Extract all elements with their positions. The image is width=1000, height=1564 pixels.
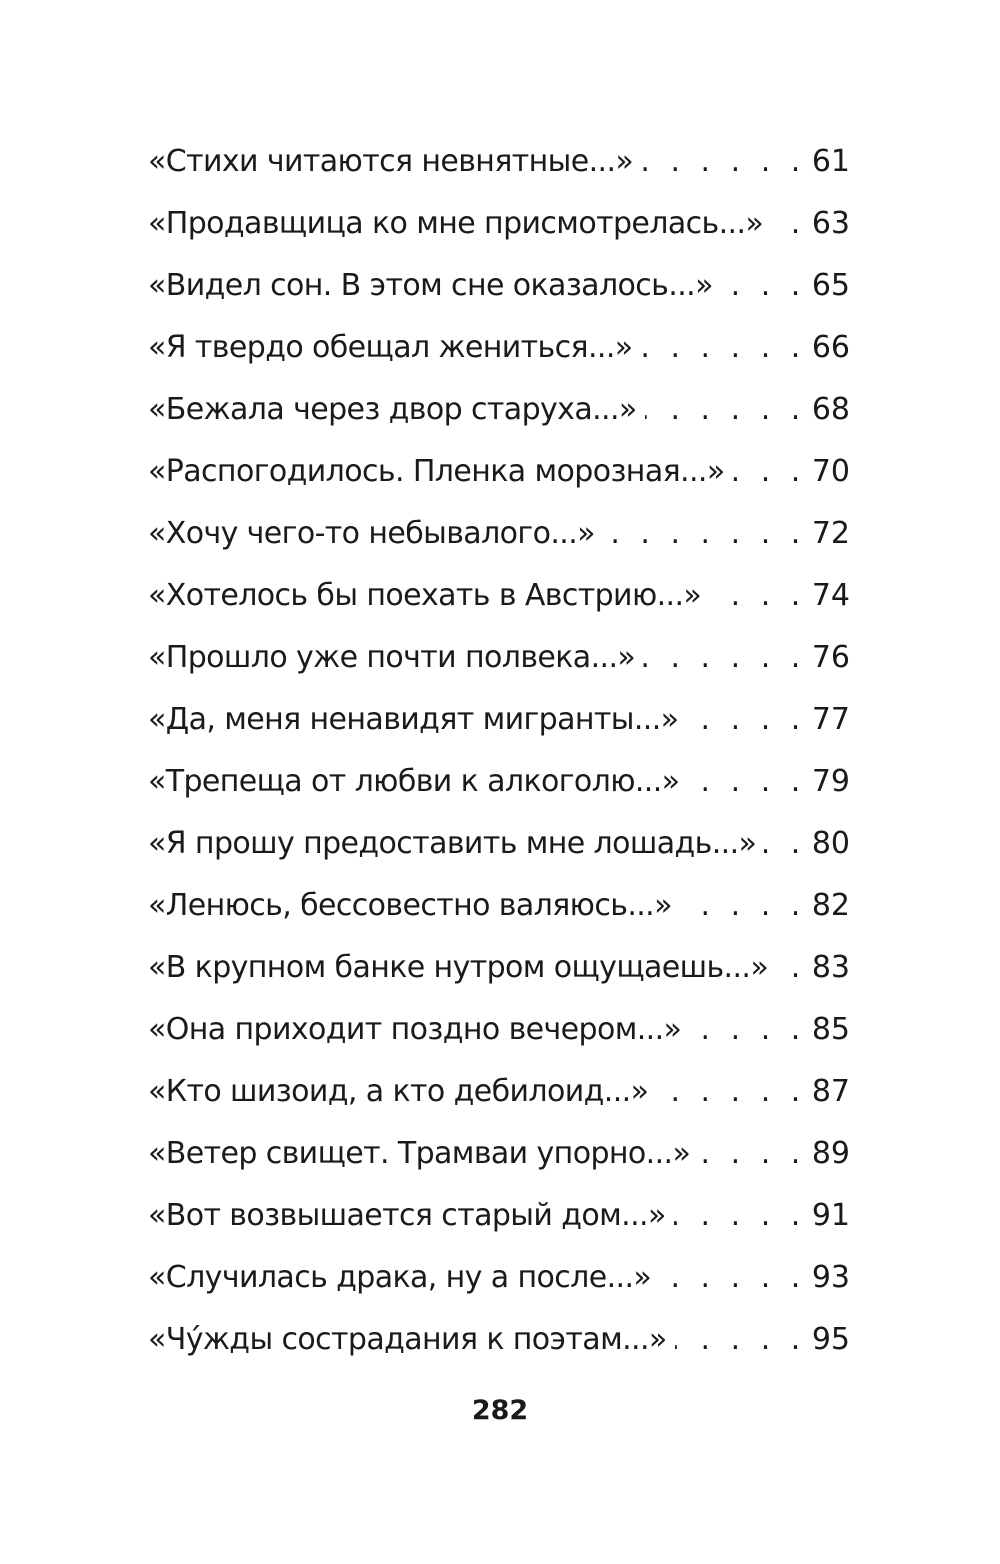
toc-entry-page: 66 xyxy=(811,330,850,365)
toc-entry-title: «Распогодилось. Пленка морозная...» xyxy=(148,454,725,489)
table-of-contents xyxy=(148,131,850,1371)
toc-entry xyxy=(148,1309,850,1371)
toc-entry-title: «В крупном банке нутром ощущаешь...» xyxy=(148,950,769,985)
toc-entry-title: «Видел сон. В этом сне оказалось...» xyxy=(148,268,713,303)
dot-leader xyxy=(641,317,806,379)
dot-leader xyxy=(689,999,806,1061)
toc-entry xyxy=(148,689,850,751)
toc-entry xyxy=(148,131,850,193)
toc-entry-title: «Хотелось бы поехать в Австрию...» xyxy=(148,578,702,613)
page-number: 282 xyxy=(471,1395,529,1426)
toc-entry-page: 72 xyxy=(811,516,850,551)
toc-entry-title: «Да, меня ненавидят мигранты...» xyxy=(148,702,679,737)
toc-entry xyxy=(148,193,850,255)
toc-entry-page: 79 xyxy=(811,764,850,799)
toc-entry-title: «Я прошу предоставить мне лошадь...» xyxy=(148,826,757,861)
toc-entry-page: 85 xyxy=(811,1012,850,1047)
toc-entry-title: «Вот возвышается старый дом...» xyxy=(148,1198,666,1233)
toc-entry-title: «Случилась драка, ну а после...» xyxy=(148,1260,652,1295)
toc-entry-title: «Ленюсь, бессовестно валяюсь...» xyxy=(148,888,672,923)
dot-leader xyxy=(721,255,806,317)
dot-leader xyxy=(641,131,806,193)
toc-entry-page: 61 xyxy=(811,144,850,179)
toc-entry-title: «Продавщица ко мне присмотрелась...» xyxy=(148,206,764,241)
toc-entry xyxy=(148,999,850,1061)
dot-leader xyxy=(603,503,806,565)
toc-entry-page: 68 xyxy=(811,392,850,427)
toc-entry-title: «Кто шизоид, а кто дебилоид...» xyxy=(148,1074,649,1109)
toc-entry-page: 76 xyxy=(811,640,850,675)
toc-entry xyxy=(148,751,850,813)
dot-leader xyxy=(686,689,805,751)
toc-entry-page: 89 xyxy=(811,1136,850,1171)
toc-entry xyxy=(148,813,850,875)
toc-entry xyxy=(148,875,850,937)
toc-entry-page: 74 xyxy=(811,578,850,613)
toc-entry-page: 65 xyxy=(811,268,850,303)
toc-entry-title: «Прошло уже почти полвека...» xyxy=(148,640,636,675)
toc-entry xyxy=(148,441,850,503)
dot-leader xyxy=(643,627,806,689)
dot-leader xyxy=(659,1247,806,1309)
dot-leader xyxy=(771,193,806,255)
toc-entry-title: «Бежала через двор старуха...» xyxy=(148,392,637,427)
toc-entry-page: 70 xyxy=(811,454,850,489)
dot-leader xyxy=(698,1123,806,1185)
dot-leader xyxy=(687,751,805,813)
toc-entry-title: «Хочу чего-то небывалого...» xyxy=(148,516,595,551)
dot-leader xyxy=(675,1309,806,1371)
dot-leader xyxy=(709,565,806,627)
dot-leader xyxy=(776,937,806,999)
dot-leader xyxy=(680,875,806,937)
toc-entry xyxy=(148,1247,850,1309)
toc-entry-page: 83 xyxy=(811,950,850,985)
toc-entry-title: «Чу́жды сострадания к поэтам...» xyxy=(148,1322,667,1357)
dot-leader xyxy=(674,1185,806,1247)
dot-leader xyxy=(764,813,806,875)
dot-leader xyxy=(656,1061,805,1123)
toc-entry xyxy=(148,627,850,689)
toc-entry-page: 63 xyxy=(811,206,850,241)
toc-entry-page: 77 xyxy=(811,702,850,737)
toc-entry xyxy=(148,1061,850,1123)
toc-entry-title: «Я твердо обещал жениться...» xyxy=(148,330,633,365)
toc-entry xyxy=(148,255,850,317)
toc-entry-title: «Стихи читаются невнятные...» xyxy=(148,144,634,179)
toc-entry xyxy=(148,937,850,999)
toc-entry-page: 95 xyxy=(811,1322,850,1357)
toc-entry xyxy=(148,1185,850,1247)
toc-entry xyxy=(148,1123,850,1185)
toc-entry-page: 80 xyxy=(811,826,850,861)
toc-entry-page: 91 xyxy=(811,1198,850,1233)
dot-leader xyxy=(645,379,806,441)
toc-entry xyxy=(148,317,850,379)
toc-entry-page: 93 xyxy=(811,1260,850,1295)
toc-entry xyxy=(148,565,850,627)
toc-entry-title: «Трепеща от любви к алкоголю...» xyxy=(148,764,680,799)
toc-entry-title: «Ветер свищет. Трамваи упорно...» xyxy=(148,1136,691,1171)
toc-entry xyxy=(148,503,850,565)
toc-entry xyxy=(148,379,850,441)
toc-entry-page: 87 xyxy=(811,1074,850,1109)
toc-entry-page: 82 xyxy=(811,888,850,923)
dot-leader xyxy=(733,441,806,503)
toc-entry-title: «Она приходит поздно вечером...» xyxy=(148,1012,682,1047)
